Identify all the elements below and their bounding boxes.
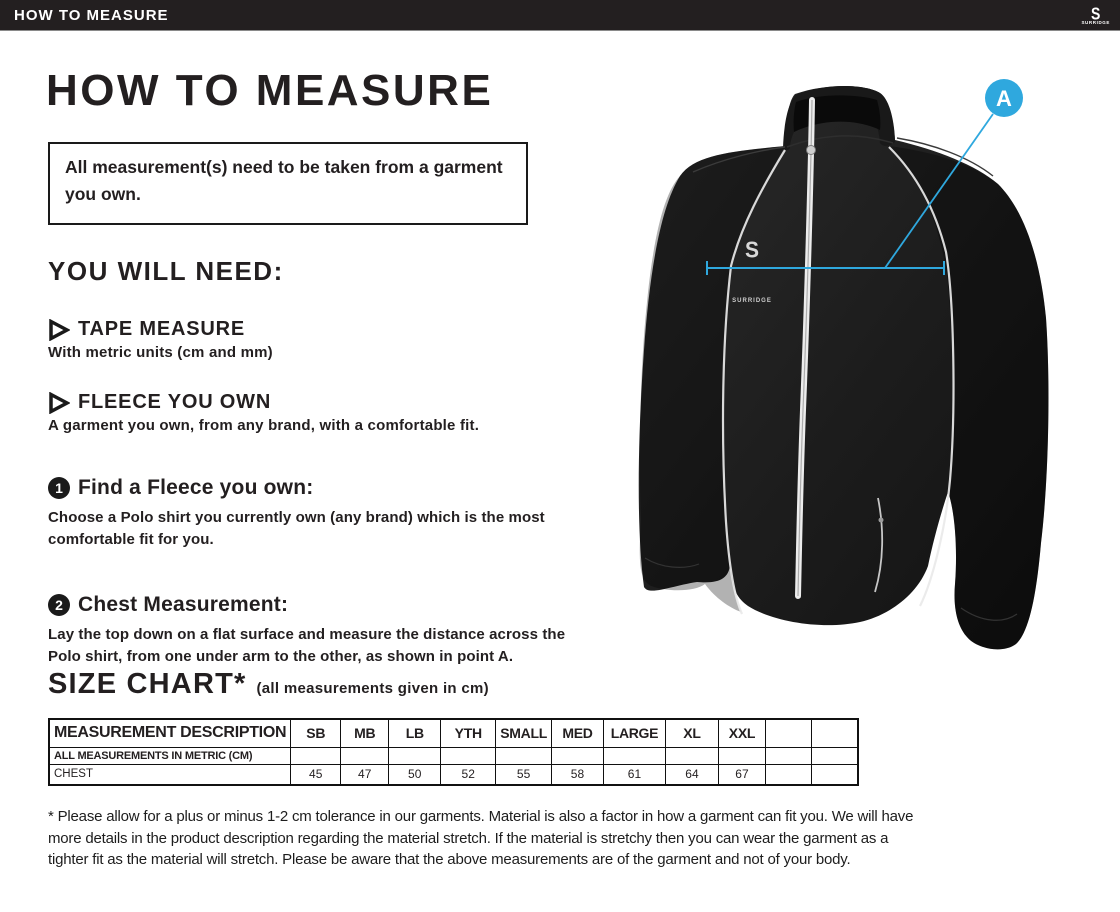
chest-value: 47 bbox=[341, 764, 389, 785]
step-1 bbox=[48, 476, 608, 550]
step-title: Chest Measurement: bbox=[78, 593, 289, 616]
empty-cell bbox=[765, 747, 811, 764]
fleece-jacket-diagram bbox=[635, 50, 1120, 710]
empty-cell bbox=[496, 747, 552, 764]
chest-value: 61 bbox=[603, 764, 665, 785]
chest-value: 64 bbox=[665, 764, 718, 785]
row-label: CHEST bbox=[49, 764, 291, 785]
column-header: XL bbox=[665, 719, 718, 747]
step-number-badge: 2 bbox=[48, 594, 70, 616]
column-header: YTH bbox=[441, 719, 496, 747]
step-description: Lay the top down on a flat surface and measure the distance across the Polo shirt, from one under arm to the other, as shown in point A. bbox=[48, 626, 566, 665]
table-header-row bbox=[49, 719, 858, 747]
step-number-badge: 1 bbox=[48, 477, 70, 499]
chest-value: 52 bbox=[441, 764, 496, 785]
you-will-need-heading: YOU WILL NEED: bbox=[48, 256, 284, 286]
need-item-tape-measure bbox=[48, 318, 273, 361]
size-chart-title: SIZE CHART* bbox=[48, 668, 247, 700]
step-description: Choose a Polo shirt you currently own (any brand) which is the most comfortable fit for you. bbox=[48, 509, 545, 548]
size-chart-subtitle: (all measurements given in cm) bbox=[256, 680, 489, 697]
chest-value: 50 bbox=[389, 764, 441, 785]
tolerance-footnote: * Please allow for a plus or minus 1-2 cm tolerance in our garments. Material is also a factor in how a garment can fit you. We will have more details in the product description regarding the material stretch. If the material is stretchy then you can wear the garment as a tighter fit as the material will stretch. Please be aware that the above measurements are of the garment and not of your body. bbox=[48, 808, 914, 868]
size-chart-table bbox=[48, 718, 859, 786]
column-header: SMALL bbox=[496, 719, 552, 747]
chest-logo-text: SURRIDGE bbox=[732, 298, 772, 304]
empty-cell bbox=[341, 747, 389, 764]
empty-cell bbox=[665, 747, 718, 764]
triangle-right-icon bbox=[48, 392, 70, 414]
chest-value: 67 bbox=[718, 764, 765, 785]
need-item-label: FLEECE YOU OWN bbox=[78, 391, 272, 413]
chest-logo-s-icon: S bbox=[744, 236, 760, 263]
column-header bbox=[811, 719, 858, 747]
empty-cell bbox=[389, 747, 441, 764]
column-header: SB bbox=[291, 719, 341, 747]
column-header: MED bbox=[551, 719, 603, 747]
marker-a-label: A bbox=[996, 86, 1012, 111]
need-item-description: With metric units (cm and mm) bbox=[48, 344, 273, 361]
empty-cell bbox=[441, 747, 496, 764]
brand-logo-name: SURRIDGE bbox=[1081, 20, 1110, 26]
page-title: HOW TO MEASURE bbox=[46, 66, 494, 115]
column-header bbox=[765, 719, 811, 747]
pocket-zip-pull bbox=[879, 518, 884, 523]
table-row bbox=[49, 747, 858, 764]
column-header: LB bbox=[389, 719, 441, 747]
row-label: ALL MEASUREMENTS IN METRIC (CM) bbox=[49, 747, 291, 764]
zip-pull bbox=[807, 146, 816, 155]
chest-value: 58 bbox=[551, 764, 603, 785]
chest-value: 55 bbox=[496, 764, 552, 785]
column-header: LARGE bbox=[603, 719, 665, 747]
need-item-description: A garment you own, from any brand, with a comfortable fit. bbox=[48, 417, 480, 434]
need-item-fleece bbox=[48, 391, 479, 434]
chest-value bbox=[765, 764, 811, 785]
table-row bbox=[49, 764, 858, 785]
chest-value bbox=[811, 764, 858, 785]
need-item-label: TAPE MEASURE bbox=[78, 318, 246, 340]
title-bar-text: HOW TO MEASURE bbox=[14, 6, 169, 24]
step-2 bbox=[48, 593, 608, 667]
brand-logo-s-icon: S bbox=[1091, 3, 1101, 24]
column-header: MB bbox=[341, 719, 389, 747]
column-header: MEASUREMENT DESCRIPTION bbox=[49, 719, 291, 747]
notice-box: All measurement(s) need to be taken from a garment you own. bbox=[48, 142, 528, 225]
size-chart-heading bbox=[48, 668, 489, 701]
empty-cell bbox=[603, 747, 665, 764]
fleece-jacket-image bbox=[635, 50, 1120, 710]
chest-value: 45 bbox=[291, 764, 341, 785]
column-header: XXL bbox=[718, 719, 765, 747]
empty-cell bbox=[291, 747, 341, 764]
step-title: Find a Fleece you own: bbox=[78, 476, 314, 499]
brand-logo bbox=[1081, 3, 1110, 26]
empty-cell bbox=[718, 747, 765, 764]
triangle-right-icon bbox=[48, 319, 70, 341]
title-bar bbox=[0, 0, 1120, 31]
empty-cell bbox=[811, 747, 858, 764]
empty-cell bbox=[551, 747, 603, 764]
